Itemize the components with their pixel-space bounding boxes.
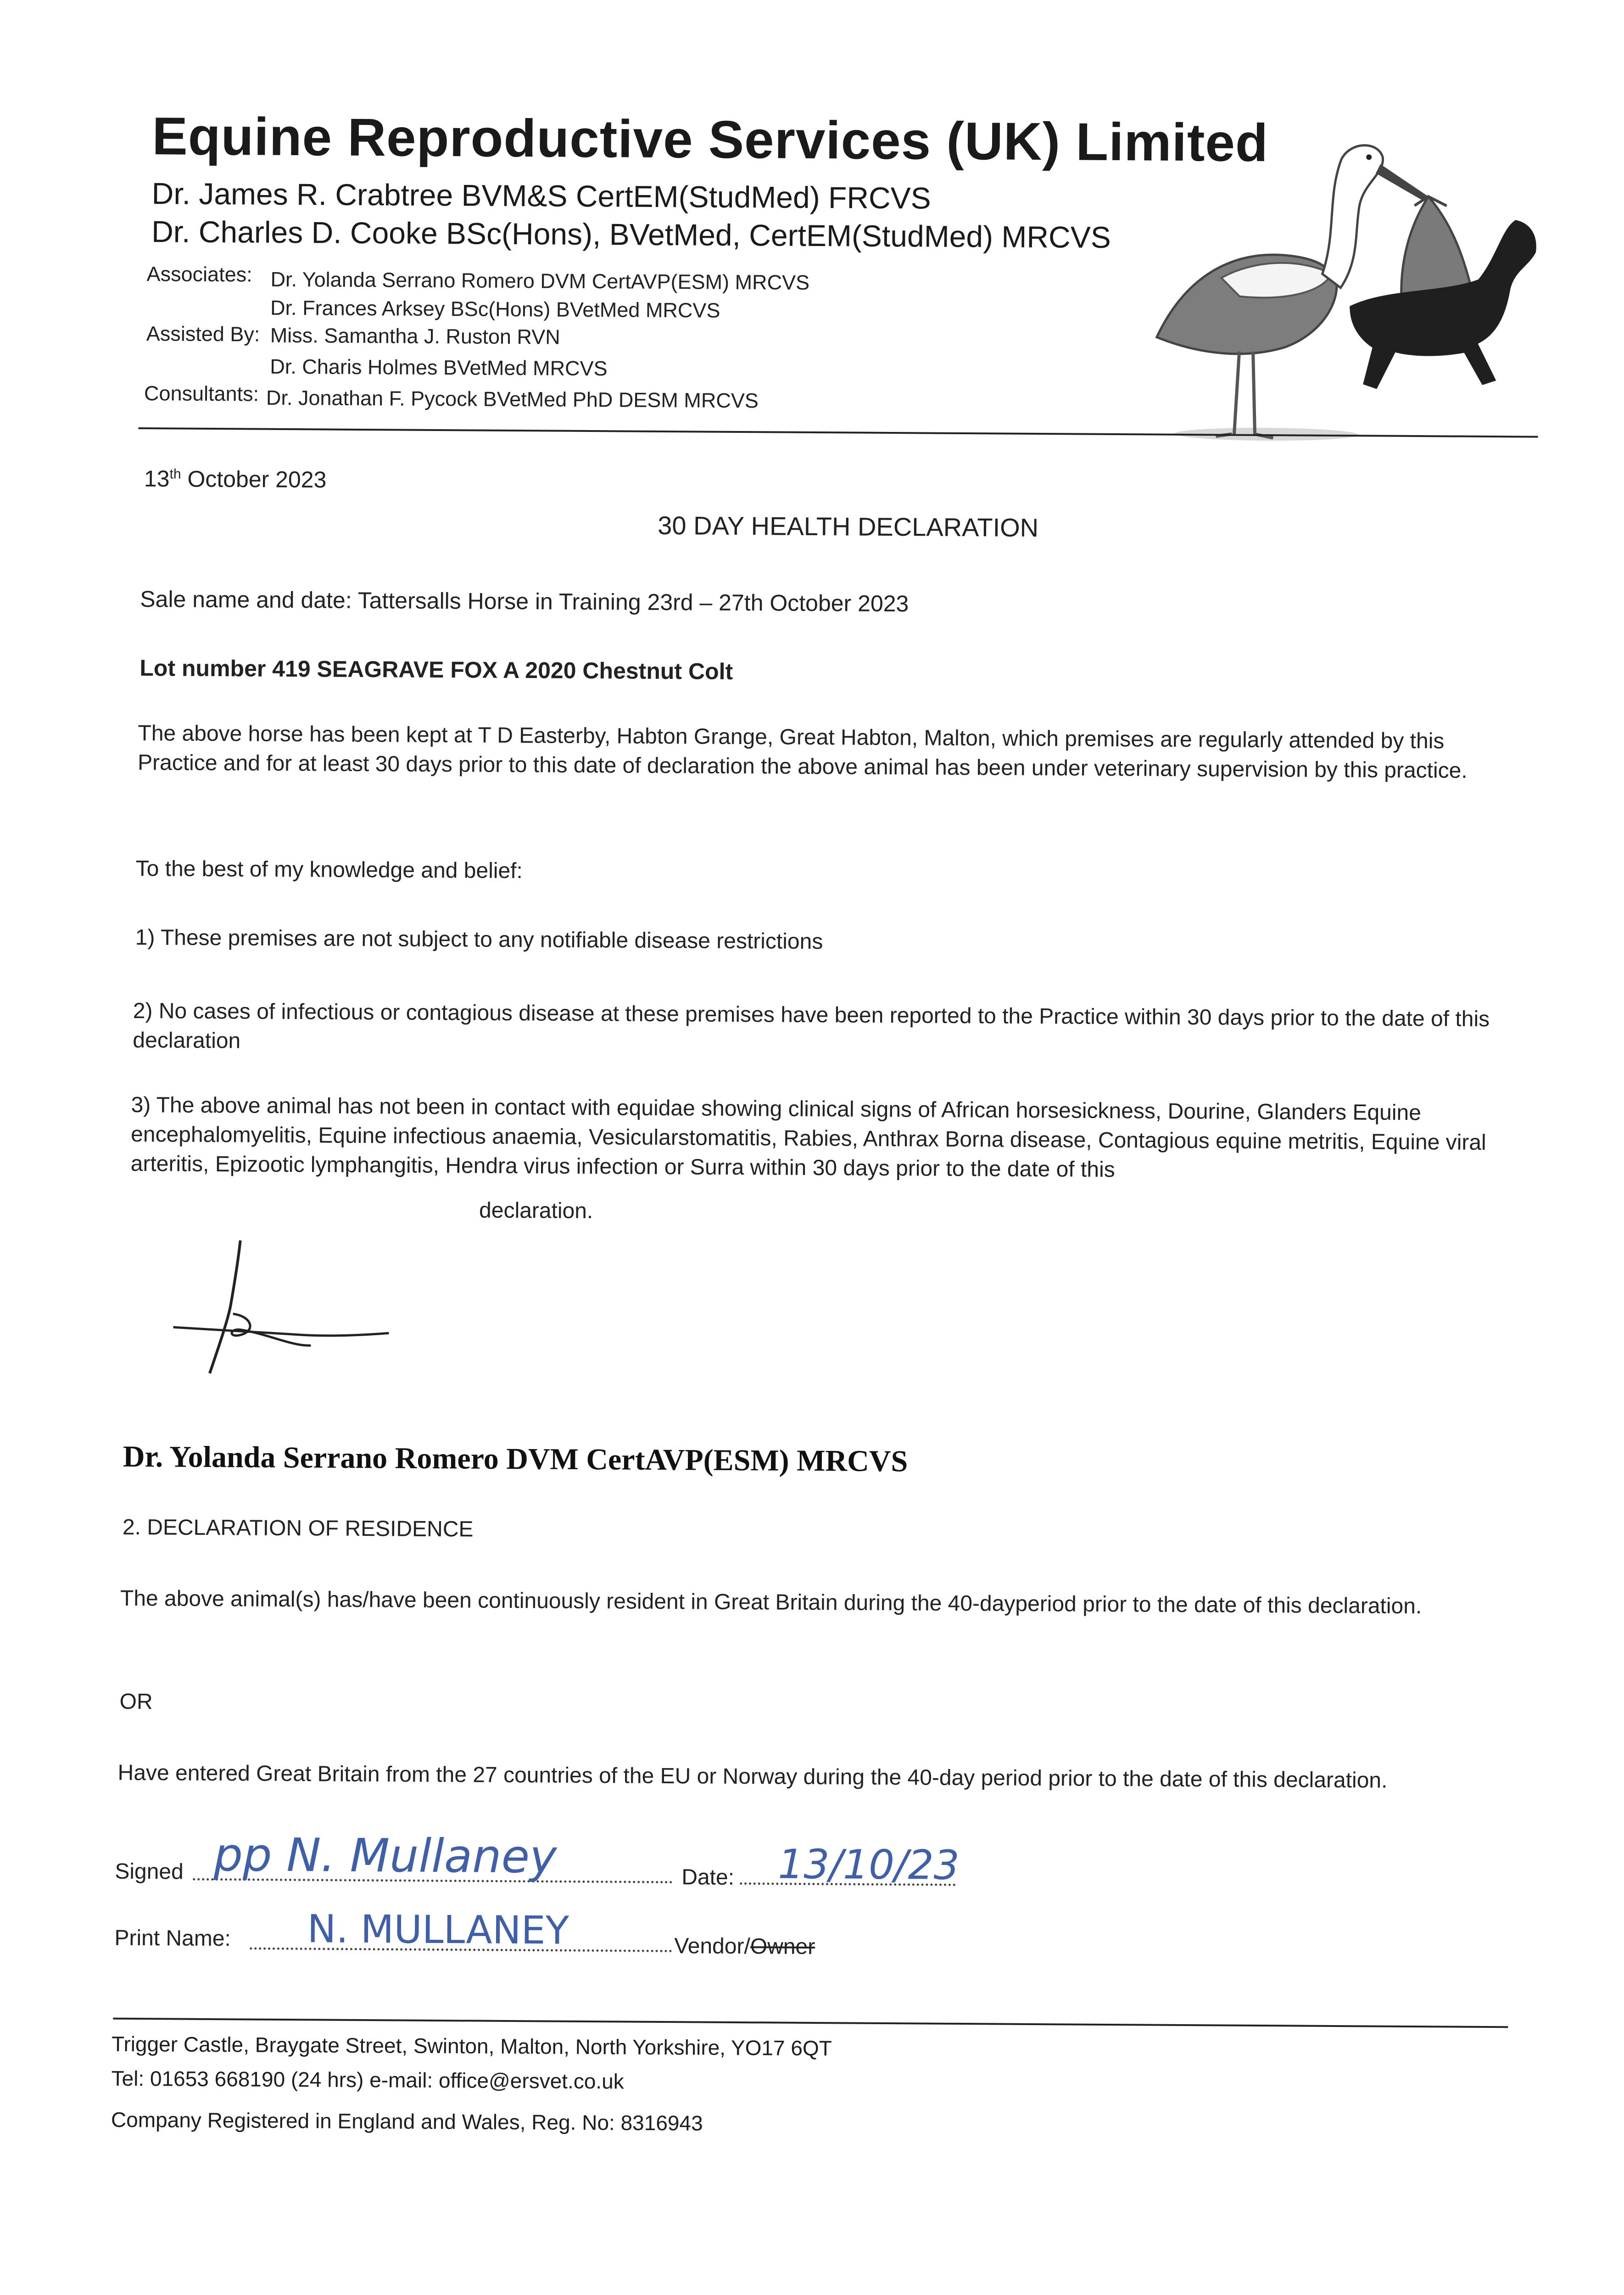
signed-label: Signed: [115, 1859, 184, 1884]
footer-contact: Tel: 01653 668190 (24 hrs) e-mail: office@ersvet.co.uk: [111, 2066, 624, 2093]
print-name-handwriting: N. MULLANEY: [307, 1906, 569, 1953]
residence-heading: 2. DECLARATION OF RESIDENCE: [122, 1515, 474, 1542]
letter-date: 13th October 2023: [144, 465, 327, 493]
associate-1: Dr. Yolanda Serrano Romero DVM CertAVP(ESM) MRCVS: [270, 267, 810, 294]
consultant-1: Dr. Jonathan F. Pycock BVetMed PhD DESM MRCVS: [266, 386, 759, 413]
vet-signature-scribble: [164, 1235, 403, 1393]
footer-divider: [113, 2018, 1508, 2028]
stork-foal-logo-icon: [1147, 140, 1543, 445]
vendor-owner-field: [674, 1931, 815, 1962]
assistant-2: Dr. Charis Holmes BVetMed MRCVS: [270, 354, 608, 381]
company-name: Equine Reproductive Services (UK) Limited: [152, 106, 1269, 173]
lot-line: Lot number 419 SEAGRAVE FOX A 2020 Chestnut Colt: [140, 655, 733, 684]
residence-paragraph-1: The above animal(s) has/have been continuously resident in Great Britain during the 40-dayperiod prior to the date of this declaration.: [120, 1586, 1422, 1619]
premises-paragraph: The above horse has been kept at T D Easterby, Habton Grange, Great Habton, Malton, which premises are regularly attended by this Practice and for at least 30 days prior to this date of declaration the above animal has been under veterinary supervision by this practice.: [137, 721, 1468, 783]
owner-label-struck: Owner: [750, 1934, 815, 1959]
consultants-label: Consultants:: [144, 381, 259, 406]
print-name-label: Print Name:: [114, 1926, 231, 1951]
declaration-item-3-end: declaration.: [479, 1198, 593, 1224]
knowledge-intro: To the best of my knowledge and belief:: [135, 856, 523, 884]
declaration-item-2: 2) No cases of infectious or contagious disease at these premises have been reported to the Practice within 30 days prior to the date of this declaration: [133, 998, 1490, 1053]
signed-handwriting: pp N. Mullaney: [213, 1828, 557, 1884]
footer-address: Trigger Castle, Braygate Street, Swinton, Malton, North Yorkshire, YO17 6QT: [111, 2032, 832, 2060]
partner-1: Dr. James R. Crabtree BVM&S CertEM(StudMed) FRCVS: [151, 176, 931, 215]
declaration-title: 30 DAY HEALTH DECLARATION: [658, 510, 1039, 542]
sale-line: Sale name and date: Tattersalls Horse in Training 23rd – 27th October 2023: [140, 586, 909, 617]
footer-registration: Company Registered in England and Wales, Reg. No: 8316943: [111, 2107, 703, 2135]
residence-paragraph-2: Have entered Great Britain from the 27 countries of the EU or Norway during the 40-day period prior to the date of this declaration.: [117, 1760, 1388, 1793]
date-label: Date:: [681, 1865, 735, 1890]
assisted-label: Assisted By:: [146, 322, 260, 346]
associates-label: Associates:: [146, 262, 252, 286]
vendor-label: Vendor/: [674, 1934, 750, 1959]
declaration-item-1: 1) These premises are not subject to any notifiable disease restrictions: [135, 925, 823, 954]
partner-2: Dr. Charles D. Cooke BSc(Hons), BVetMed, CertEM(StudMed) MRCVS: [151, 214, 1111, 254]
date-handwriting: 13/10/23: [778, 1840, 960, 1889]
declaration-item-3: 3) The above animal has not been in contact with equidae showing clinical signs of African horsesickness, Dourine, Glanders Equine encephalomyelitis, Equine infectious anaemia, Vesicularstomatitis, Rabies, Anthrax Borna disease, Contagious equine metritis, Equine viral arteritis, Epizootic lymphangitis, Hendra virus infection or Surra within 30 days prior to the date of this: [130, 1092, 1486, 1182]
assistant-1: Miss. Samantha J. Ruston RVN: [270, 323, 560, 349]
associate-2: Dr. Frances Arksey BSc(Hons) BVetMed MRCVS: [270, 296, 720, 322]
vet-signature-name: Dr. Yolanda Serrano Romero DVM CertAVP(ESM) MRCVS: [123, 1439, 908, 1478]
residence-or: OR: [119, 1689, 153, 1714]
